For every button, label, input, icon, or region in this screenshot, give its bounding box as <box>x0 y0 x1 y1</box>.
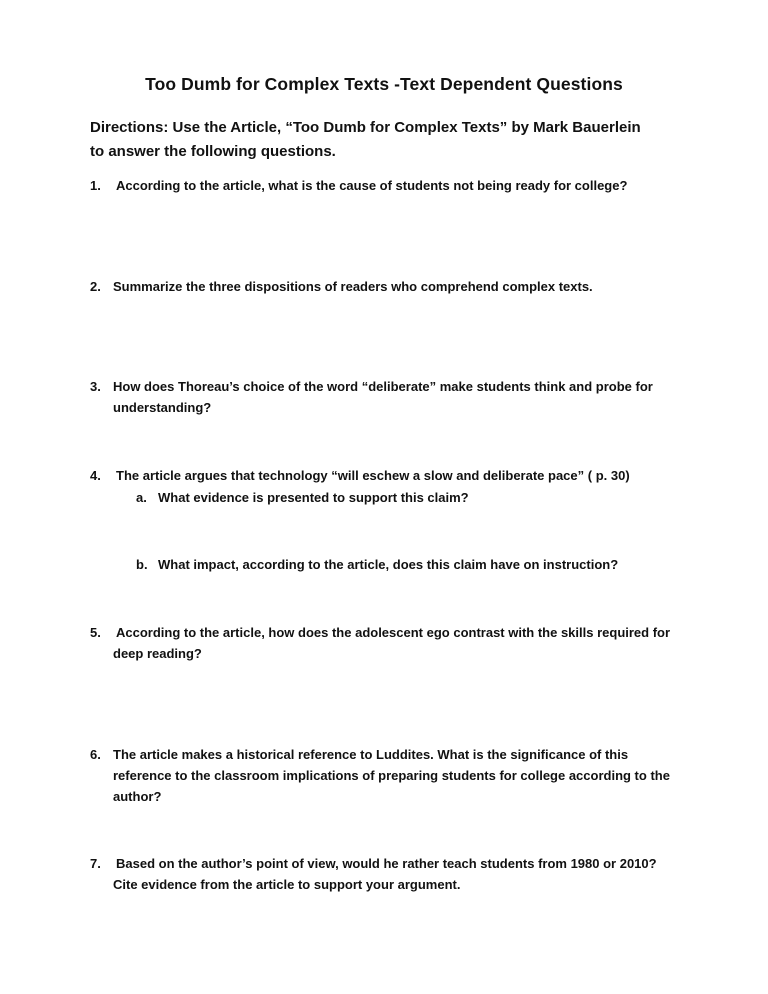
question-text-line-2: reference to the classroom implications of preparing students for college according to the <box>113 768 670 783</box>
question-text: The article argues that technology “will eschew a slow and deliberate pace” ( p. 30) <box>116 468 630 483</box>
question-text-line-1: How does Thoreau’s choice of the word “deliberate” make students think and probe for <box>113 379 653 394</box>
sub-question-text: What impact, according to the article, does this claim have on instruction? <box>158 557 619 572</box>
directions <box>90 116 690 164</box>
question-text <box>113 853 673 895</box>
question-text-line-1: The article makes a historical reference to Luddites. What is the significance of this <box>113 747 629 762</box>
question-number: 4. <box>90 468 101 483</box>
question-number: 7. <box>90 856 101 871</box>
question-text-line-2: Cite evidence from the article to support your argument. <box>113 877 461 892</box>
question-text-line-3: author? <box>113 789 162 804</box>
question-number: 6. <box>90 747 101 762</box>
sub-question-letter: b. <box>136 557 148 572</box>
question-text-line-2: understanding? <box>113 400 212 415</box>
question-text-line-1: According to the article, how does the adolescent ego contrast with the skills required for <box>116 625 671 640</box>
question-number: 3. <box>90 379 101 394</box>
question-text-line-1: Based on the author’s point of view, would he rather teach students from 1980 or 2010? <box>116 856 657 871</box>
question-text: According to the article, what is the cause of students not being ready for college? <box>116 178 628 193</box>
directions-line-2: to answer the following questions. <box>90 143 336 160</box>
page-title: Too Dumb for Complex Texts -Text Dependent Questions <box>145 74 623 94</box>
sub-question-letter: a. <box>136 490 147 505</box>
sub-question-text: What evidence is presented to support this claim? <box>158 490 469 505</box>
question-number: 1. <box>90 178 101 193</box>
question-text <box>113 376 673 418</box>
directions-line-1: Directions: Use the Article, “Too Dumb for Complex Texts” by Mark Bauerlein <box>90 119 641 136</box>
question-number: 2. <box>90 279 101 294</box>
question-text-line-2: deep reading? <box>113 646 202 661</box>
question-number: 5. <box>90 625 101 640</box>
question-text: Summarize the three dispositions of readers who comprehend complex texts. <box>113 279 593 294</box>
question-text <box>113 744 673 807</box>
question-text <box>113 622 673 664</box>
